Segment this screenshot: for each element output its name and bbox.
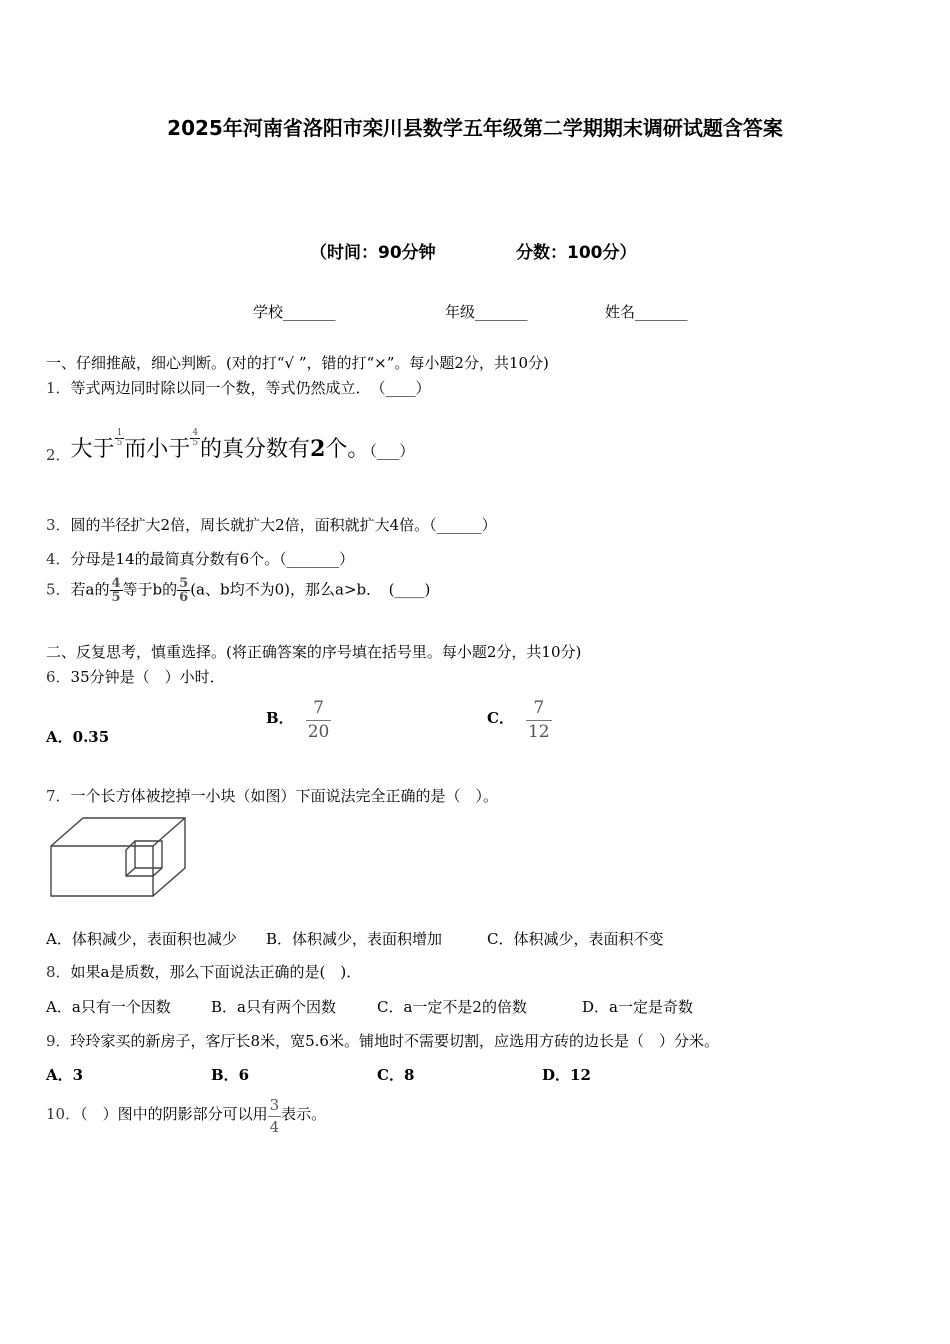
section-2-heading: 二、反复思考，慎重选择。(将正确答案的序号填在括号里。每小题2分，共10分) — [46, 643, 582, 661]
q2-answer-blank[interactable]: （___） — [369, 442, 415, 460]
fraction-numerator: 4 — [192, 427, 199, 438]
question-7 — [46, 785, 498, 806]
question-number: 8． — [46, 963, 71, 981]
question-10 — [46, 1098, 326, 1135]
question-number: 2． — [46, 446, 71, 464]
q2-text-1: 大于 — [70, 437, 115, 462]
question-text: 35分钟是（ ）小时． — [70, 668, 225, 686]
q8-option-b[interactable]: B．a只有两个因数 — [211, 998, 336, 1016]
option-label: C． — [487, 708, 514, 727]
q7-option-a[interactable]: A．体积减少，表面积也减少 — [46, 930, 237, 948]
question-6 — [46, 666, 225, 687]
fraction-denominator: 4 — [269, 1118, 280, 1136]
exam-score: 分数：100分） — [516, 243, 637, 263]
page-title: 2025年河南省洛阳市栾川县数学五年级第二学期期末调研试题含答案 — [167, 116, 783, 140]
q8-option-a[interactable]: A．a只有一个因数 — [46, 998, 171, 1016]
q5-fraction-2 — [177, 577, 190, 604]
question-number: 3． — [46, 516, 71, 534]
school-field[interactable]: 学校_______ — [253, 303, 336, 321]
q5-fraction-1 — [110, 577, 123, 604]
cuboid-figure — [48, 814, 190, 900]
question-5 — [46, 577, 430, 604]
question-text: 圆的半径扩大2倍，周长就扩大2倍，面积就扩大4倍。（______） — [70, 516, 497, 534]
question-4 — [46, 548, 354, 569]
q8-option-c[interactable]: C．a一定不是2的倍数 — [377, 998, 527, 1016]
q5-text-3: (a、b均不为0)，那么a>b． (____) — [190, 580, 431, 599]
fraction-numerator: 4 — [111, 576, 121, 591]
fraction-numerator: 7 — [313, 698, 324, 718]
q7-option-b[interactable]: B．体积减少，表面积增加 — [266, 930, 443, 948]
fraction-numerator: 5 — [179, 576, 189, 591]
q6-fraction-b — [306, 700, 332, 741]
question-3 — [46, 514, 497, 535]
q10-fraction — [268, 1098, 282, 1135]
fraction-denominator: 5 — [111, 590, 121, 605]
q2-fraction-2 — [190, 429, 200, 448]
q5-text-1: 若a的 — [70, 580, 110, 599]
q7-option-c[interactable]: C．体积减少，表面积不变 — [487, 930, 664, 948]
question-number: 7． — [46, 787, 71, 805]
q2-text-4: 个。 — [325, 437, 370, 462]
question-number: 10． — [46, 1104, 81, 1123]
q5-text-2: 等于b的 — [122, 580, 178, 599]
q10-text-2: 表示。 — [281, 1104, 327, 1123]
question-number: 9． — [46, 1032, 71, 1050]
question-text: 分母是14的最简真分数有6个。（_______） — [70, 550, 355, 568]
q8-option-d[interactable]: D．a一定是奇数 — [582, 998, 693, 1016]
question-number: 1． — [46, 379, 71, 397]
q9-option-d[interactable]: D．12 — [542, 1066, 591, 1084]
name-field[interactable]: 姓名_______ — [605, 303, 688, 321]
question-9 — [46, 1030, 719, 1051]
question-text: 如果a是质数，那么下面说法正确的是( )． — [70, 963, 362, 981]
section-1-heading: 一、仔细推敲，细心判断。(对的打“√ ”，错的打“×”。每小题2分，共10分) — [46, 354, 549, 372]
q9-option-a[interactable]: A．3 — [46, 1066, 84, 1084]
fraction-denominator: 6 — [179, 590, 189, 605]
question-1 — [46, 377, 431, 398]
q9-option-b[interactable]: B．6 — [211, 1066, 250, 1084]
fraction-denominator: 5 — [116, 437, 123, 448]
fraction-numerator: 3 — [269, 1096, 280, 1114]
q6-option-b[interactable] — [266, 700, 331, 741]
question-number: 6． — [46, 668, 71, 686]
q6-option-c[interactable] — [487, 700, 552, 741]
fraction-denominator: 12 — [527, 722, 550, 742]
q2-text-2: 而小于 — [124, 437, 191, 462]
exam-time: （时间：90分钟 — [310, 243, 436, 263]
question-8 — [46, 961, 361, 982]
option-label: B． — [266, 708, 294, 727]
fraction-numerator: 1 — [116, 427, 123, 438]
q9-option-c[interactable]: C．8 — [377, 1066, 415, 1084]
question-2 — [46, 420, 415, 464]
fraction-denominator: 20 — [307, 722, 330, 742]
question-text: 一个长方体被挖掉一小块（如图）下面说法完全正确的是（ ）。 — [70, 787, 499, 805]
question-number: 4． — [46, 550, 71, 568]
fraction-denominator: 5 — [192, 437, 199, 448]
question-text: 玲玲家买的新房子，客厅长8米，宽5.6米。铺地时不需要切割，应选用方砖的边长是（ ）分米。 — [70, 1032, 719, 1050]
q2-number: 2 — [310, 436, 326, 462]
question-text: 等式两边同时除以同一个数，等式仍然成立． （____） — [70, 379, 431, 397]
fraction-numerator: 7 — [533, 698, 545, 718]
question-number: 5． — [46, 580, 71, 599]
q6-fraction-c — [526, 700, 552, 741]
q6-option-a[interactable]: A．0.35 — [46, 728, 110, 746]
q2-fraction-1 — [115, 429, 125, 448]
grade-field[interactable]: 年级_______ — [445, 303, 528, 321]
q2-text-3: 的真分数有 — [200, 437, 311, 462]
q10-text-1: （ ）图中的阴影部分可以用 — [80, 1104, 268, 1123]
